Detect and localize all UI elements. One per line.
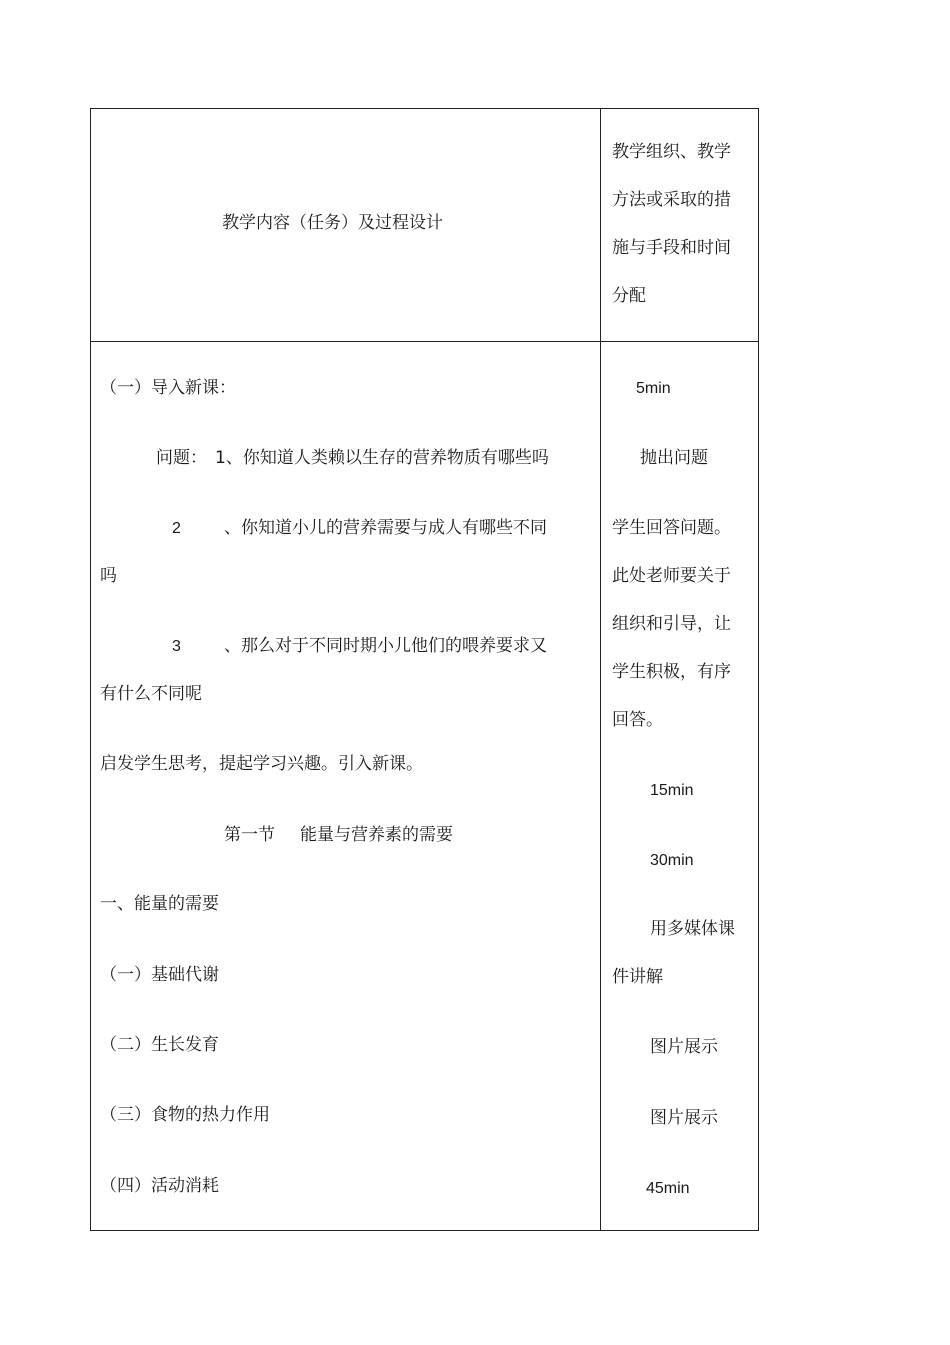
note-image-display-2: 图片展示 [650, 1108, 718, 1128]
header-right-line-1: 教学组织、教学 [612, 142, 731, 162]
section-number: 第一节 [224, 825, 275, 845]
question-2-number: 2 [172, 520, 181, 537]
question-2-continuation: 吗 [100, 566, 117, 586]
header-right-line-3: 施与手段和时间 [612, 238, 731, 258]
table-border-header-divider [90, 341, 759, 342]
header-left-title: 教学内容（任务）及过程设计 [222, 213, 443, 233]
note-pose-question: 抛出问题 [640, 448, 708, 468]
item-activity: （四）活动消耗 [100, 1176, 219, 1196]
time-45min: 45min [646, 1180, 690, 1197]
note-answer-line-5: 回答。 [612, 710, 663, 730]
heading-energy-needs: 一、能量的需要 [100, 894, 219, 914]
item-growth: （二）生长发育 [100, 1035, 219, 1055]
table-border-bottom [90, 1230, 759, 1231]
inspire-text: 启发学生思考，提起学习兴趣。引入新课。 [100, 754, 423, 774]
note-answer-line-1: 学生回答问题。 [612, 518, 731, 538]
question-1: 1、你知道人类赖以生存的营养物质有哪些吗 [215, 448, 549, 468]
item-basal-metabolism: （一）基础代谢 [100, 965, 219, 985]
question-2-text: 、你知道小儿的营养需要与成人有哪些不同 [224, 518, 547, 538]
table-border-middle [600, 108, 601, 1231]
question-3-text: 、那么对于不同时期小儿他们的喂养要求又 [224, 636, 547, 656]
note-multimedia-line-2: 件讲解 [612, 967, 663, 987]
note-image-display-1: 图片展示 [650, 1037, 718, 1057]
note-answer-line-2: 此处老师要关于 [612, 566, 731, 586]
time-30min: 30min [650, 852, 694, 869]
question-3-number: 3 [172, 638, 181, 655]
note-multimedia-line-1: 用多媒体课 [650, 919, 735, 939]
question-label: 问题： [156, 448, 207, 468]
time-15min: 15min [650, 782, 694, 799]
table-border-top [90, 108, 759, 109]
item-thermic-effect: （三）食物的热力作用 [100, 1105, 270, 1125]
time-5min: 5min [636, 380, 671, 397]
header-right-line-2: 方法或采取的措 [612, 190, 731, 210]
note-answer-line-3: 组织和引导，让 [612, 614, 731, 634]
header-right-line-4: 分配 [612, 286, 646, 306]
table-border-left [90, 108, 91, 1231]
intro-heading: （一）导入新课： [100, 378, 236, 398]
section-title: 能量与营养素的需要 [300, 825, 453, 845]
question-3-continuation: 有什么不同呢 [100, 684, 202, 704]
table-border-right [758, 108, 759, 1231]
note-answer-line-4: 学生积极，有序 [612, 662, 731, 682]
